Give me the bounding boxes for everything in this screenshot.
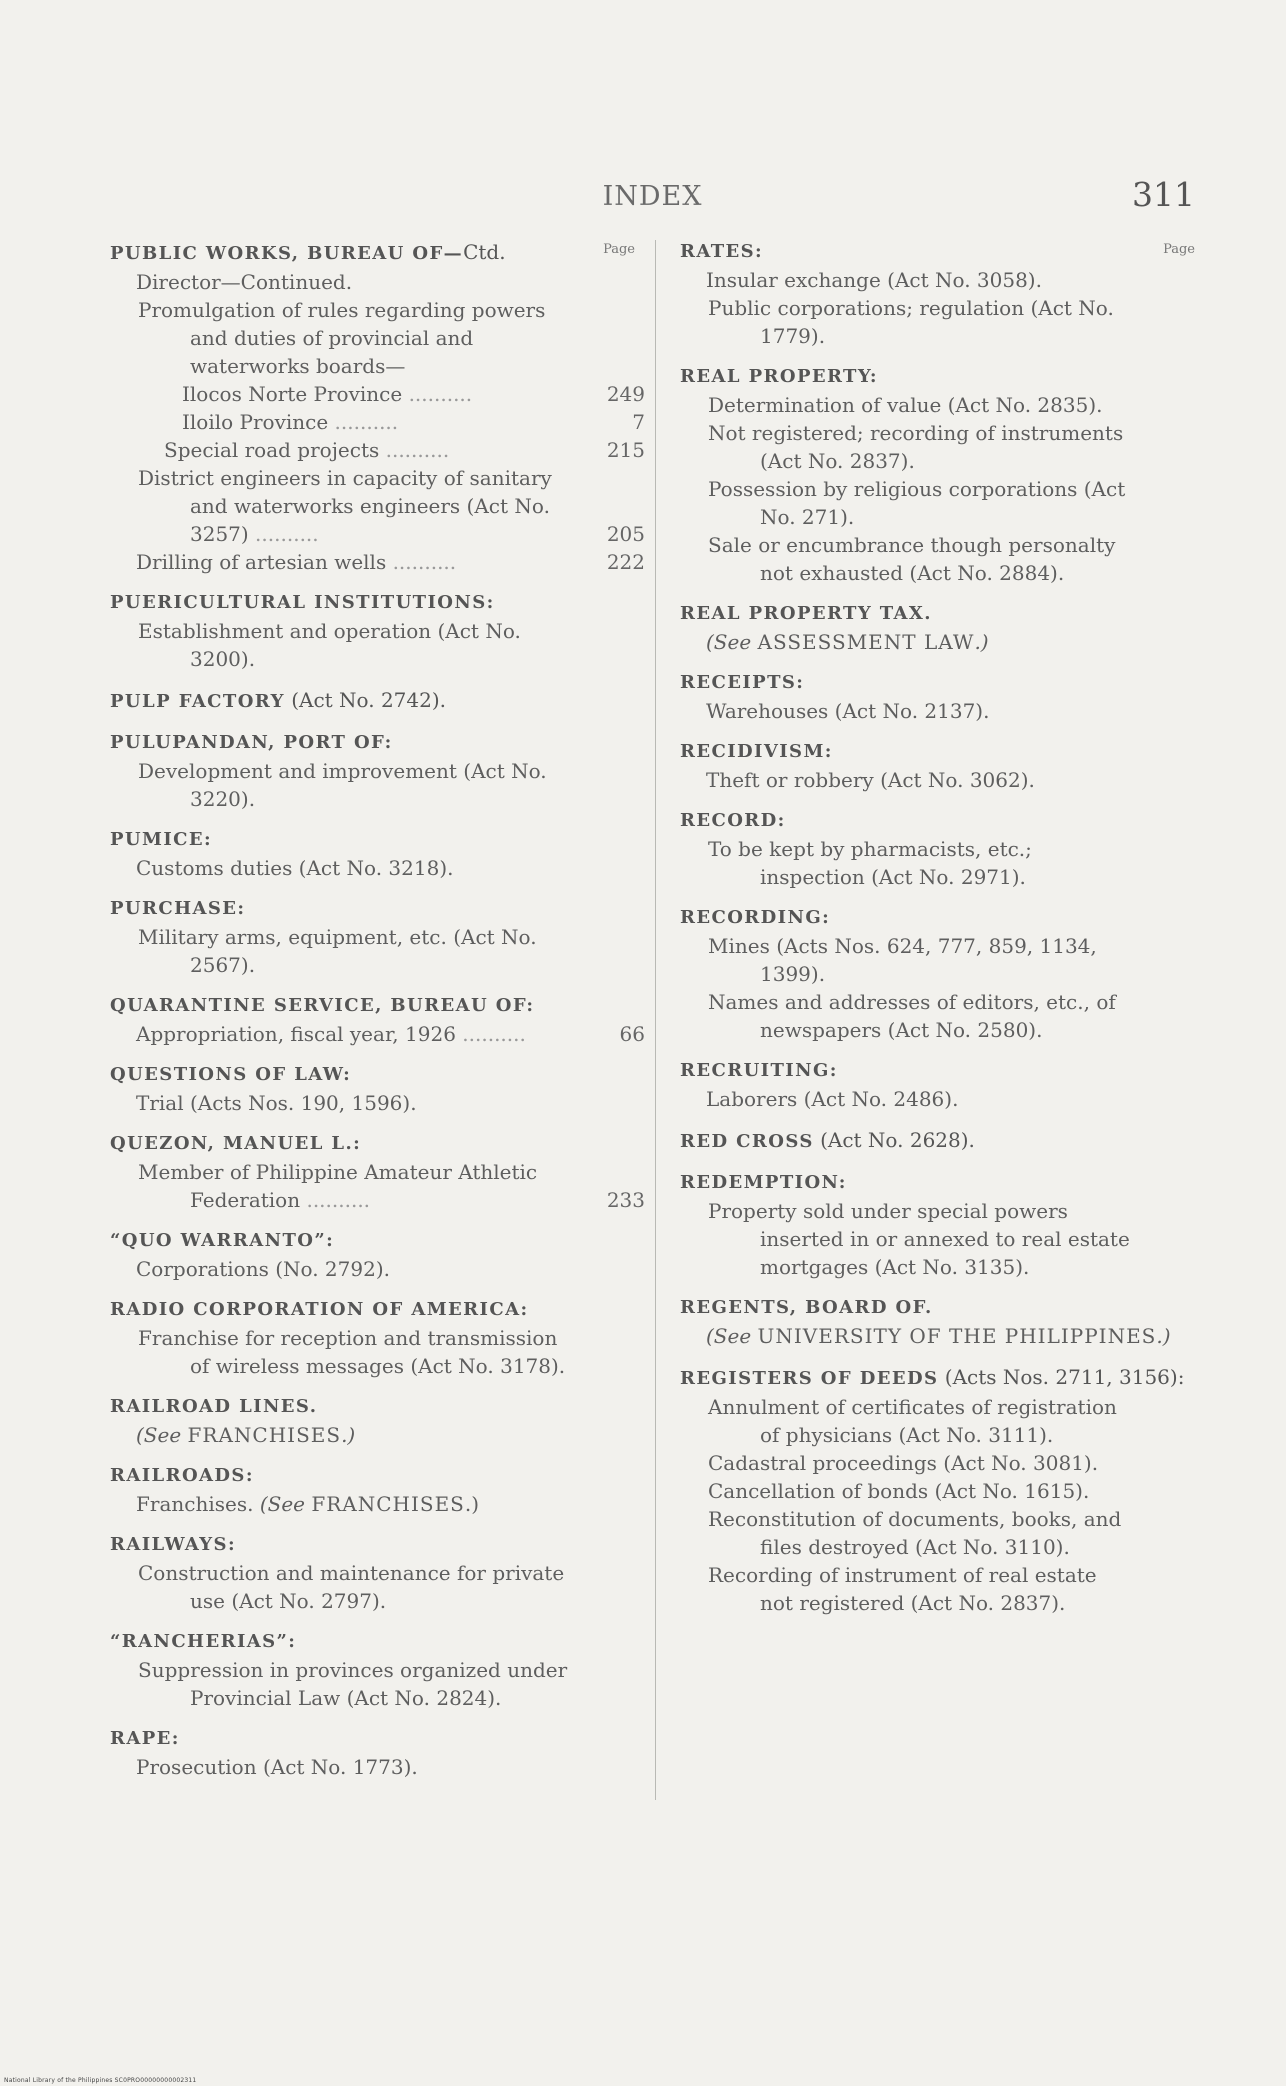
index-subentry (110, 1158, 645, 1214)
index-heading (680, 600, 1195, 628)
index-subentry (680, 391, 1195, 419)
see-suffix: .) (974, 630, 989, 654)
subentry-text: Possession by religious corporations (Act No. 271). (708, 477, 1126, 529)
index-subentry (680, 1505, 1195, 1561)
subentry-text: Laborers (Act No. 2486). (706, 1087, 959, 1111)
index-heading-text: REDEMPTION: (680, 1172, 847, 1193)
index-column-left (110, 238, 645, 1781)
index-heading-text: REGENTS, BOARD OF. (680, 1297, 933, 1318)
dot-leader: .......... (248, 522, 319, 546)
subentry-text: Franchise for reception and transmission of wireless messages (Act No. 3178). (138, 1326, 566, 1378)
index-heading-text: RAILROADS: (110, 1465, 254, 1486)
subentry-text: Corporations (No. 2792). (136, 1257, 390, 1281)
subentry-text: Customs duties (Act No. 3218). (136, 856, 454, 880)
index-heading-text: QUARANTINE SERVICE, BUREAU OF: (110, 995, 535, 1016)
index-heading (680, 1363, 1195, 1393)
page-reference: 215 (606, 438, 645, 462)
subentry-text: Establishment and operation (Act No. 3200). (138, 619, 521, 671)
index-heading-text: RECIDIVISM: (680, 741, 833, 762)
index-subentry (110, 1020, 645, 1048)
index-heading-text: RAPE: (110, 1728, 180, 1749)
index-subentry (110, 617, 645, 673)
index-heading-text: QUESTIONS OF LAW: (110, 1064, 352, 1085)
index-heading-text: QUEZON, MANUEL L.: (110, 1133, 362, 1154)
see-target: FRANCHISES (311, 1492, 465, 1516)
index-heading-text: PUBLIC WORKS, BUREAU OF— (110, 243, 464, 264)
index-heading-tail: (Act No. 2742). (284, 688, 447, 712)
subentry-text: Not registered; recording of instruments (Act No. 2837). (708, 421, 1124, 473)
index-heading (680, 1294, 1195, 1322)
subentry-text: Determination of value (Act No. 2835). (708, 393, 1103, 417)
index-heading (680, 1169, 1195, 1197)
subentry-text: Cadastral proceedings (Act No. 3081). (708, 1451, 1099, 1475)
index-subentry (680, 266, 1195, 294)
subentry-text: Construction and maintenance for private use (Act No. 2797). (138, 1561, 565, 1613)
index-subentry (680, 1561, 1195, 1617)
see-suffix: .) (1156, 1324, 1171, 1348)
cross-reference (110, 1421, 645, 1449)
index-heading-text: PURCHASE: (110, 898, 246, 919)
cross-reference (680, 1322, 1195, 1350)
index-heading-text: RECORD: (680, 810, 786, 831)
subentry-text: Sale or encumbrance though personalty not exhausted (Act No. 2884). (708, 533, 1116, 585)
index-heading-tail: (Acts Nos. 2711, 3156): (938, 1365, 1185, 1389)
index-heading-text: “RANCHERIAS”: (110, 1631, 297, 1652)
index-heading (680, 807, 1195, 835)
column-divider (655, 240, 656, 1800)
index-heading-text: PULUPANDAN, PORT OF: (110, 732, 393, 753)
page-number: 311 (1132, 175, 1195, 214)
index-subentry (680, 419, 1195, 475)
subentry-text: Public corporations; regulation (Act No. 1779). (708, 296, 1114, 348)
subentry-text: Military arms, equipment, etc. (Act No. 2567). (138, 925, 537, 977)
index-subentry (110, 548, 645, 576)
index-subentry (680, 835, 1195, 891)
see-suffix: .) (341, 1423, 356, 1447)
index-heading (110, 1296, 645, 1324)
index-subentry (110, 464, 645, 548)
subentry-text: Suppression in provinces organized under Provincial Law (Act No. 2824). (138, 1658, 568, 1710)
index-subentry (110, 854, 645, 882)
page-header (110, 175, 1195, 225)
index-heading (110, 1227, 645, 1255)
see-target: FRANCHISES (187, 1423, 342, 1447)
dot-leader: .......... (455, 1022, 526, 1046)
index-heading (110, 589, 645, 617)
index-heading (110, 1130, 645, 1158)
page-reference: 233 (606, 1188, 645, 1212)
index-heading-text: REGISTERS OF DEEDS (680, 1368, 939, 1389)
index-subentry (680, 1393, 1195, 1449)
index-heading (680, 1126, 1195, 1156)
subentry-text: Annulment of certificates of registration of physicians (Act No. 3111). (708, 1395, 1117, 1447)
subentry-text: Property sold under special powers inserted in or annexed to real estate mortgages (Act No. 3135). (708, 1199, 1130, 1279)
index-subentry (110, 296, 645, 380)
index-subentry (680, 1477, 1195, 1505)
index-heading (110, 895, 645, 923)
page-reference: 222 (606, 550, 645, 574)
see-prefix: (See (706, 630, 758, 654)
page-reference: 7 (632, 410, 645, 434)
index-heading (680, 238, 1195, 266)
index-subentry (680, 988, 1195, 1044)
index-heading (110, 686, 645, 716)
index-heading-text: RECEIPTS: (680, 672, 805, 693)
index-heading (680, 363, 1195, 391)
index-column-right (680, 238, 1195, 1617)
index-subentry (110, 1490, 645, 1518)
index-subentry (110, 408, 645, 436)
subentry-text: Member of Philippine Amateur Athletic Federation (138, 1160, 538, 1212)
index-subentry (680, 932, 1195, 988)
index-heading-tail: Ctd. (463, 240, 506, 264)
index-subentry (110, 1559, 645, 1615)
index-subentry (680, 1197, 1195, 1281)
see-target: UNIVERSITY OF THE PHILIPPINES (757, 1324, 1157, 1348)
subentry-text: Appropriation, fiscal year, 1926 (136, 1022, 456, 1046)
index-subentry (110, 436, 645, 464)
index-heading-text: “QUO WARRANTO”: (110, 1230, 335, 1251)
index-heading (680, 738, 1195, 766)
subentry-text: Special road projects (164, 438, 380, 462)
see-suffix: .) (464, 1492, 480, 1516)
index-heading (110, 992, 645, 1020)
index-heading-text: REAL PROPERTY: (680, 366, 878, 387)
subentry-text: Cancellation of bonds (Act No. 1615). (708, 1479, 1090, 1503)
subentry-text: To be kept by pharmacists, etc.; inspection (Act No. 2971). (708, 837, 1032, 889)
subentry-text: Director—Continued. (136, 270, 353, 294)
index-heading (110, 1725, 645, 1753)
subentry-text: Ilocos Norte Province (182, 382, 403, 406)
index-heading (680, 904, 1195, 932)
subentry-text: Promulgation of rules regarding powers and duties of provincial and waterworks boards— (138, 298, 546, 378)
dot-leader: .......... (386, 550, 457, 574)
page-reference: 249 (606, 382, 645, 406)
index-heading-text: PUERICULTURAL INSTITUTIONS: (110, 592, 495, 613)
index-heading-text: RATES: (680, 241, 764, 262)
subentry-text: Reconstitution of documents, books, and files destroyed (Act No. 3110). (708, 1507, 1122, 1559)
subentry-text: Drilling of artesian wells (136, 550, 387, 574)
index-subentry (680, 1085, 1195, 1113)
subentry-text: Recording of instrument of real estate not registered (Act No. 2837). (708, 1563, 1097, 1615)
index-subentry (680, 766, 1195, 794)
index-heading (110, 238, 645, 268)
index-subentry (110, 268, 645, 296)
index-subentry (110, 757, 645, 813)
index-heading (110, 1628, 645, 1656)
footer-credit: National Library of the Philippines SC0PRO00000000002311 (4, 2077, 197, 2084)
index-heading-text: PUMICE: (110, 829, 213, 850)
subentry-text: Iloilo Province (182, 410, 329, 434)
subentry-text: Franchises. (136, 1492, 260, 1516)
subentry-text: Theft or robbery (Act No. 3062). (706, 768, 1035, 792)
subentry-text: Mines (Acts Nos. 624, 777, 859, 1134, 1399). (708, 934, 1097, 986)
index-subentry (680, 697, 1195, 725)
index-heading-text: REAL PROPERTY TAX. (680, 603, 932, 624)
page-column-label: Page (1163, 242, 1195, 257)
index-heading-text: RAILWAYS: (110, 1534, 237, 1555)
index-subentry (110, 380, 645, 408)
index-heading-text: PULP FACTORY (110, 691, 285, 712)
see-prefix: (See (706, 1324, 758, 1348)
index-subentry (110, 1656, 645, 1712)
index-subentry (110, 1089, 645, 1117)
subentry-text: Prosecution (Act No. 1773). (136, 1755, 418, 1779)
index-heading (110, 826, 645, 854)
subentry-text: Development and improvement (Act No. 3220). (138, 759, 547, 811)
index-heading-text: RECRUITING: (680, 1060, 838, 1081)
dot-leader: .......... (328, 410, 399, 434)
subentry-text: Insular exchange (Act No. 3058). (706, 268, 1042, 292)
dot-leader: .......... (300, 1188, 371, 1212)
index-subentry (110, 1255, 645, 1283)
index-heading (110, 1393, 645, 1421)
subentry-text: District engineers in capacity of sanitary and waterworks engineers (Act No. 3257) (138, 466, 552, 546)
index-subentry (680, 294, 1195, 350)
index-subentry (110, 923, 645, 979)
subentry-text: Names and addresses of editors, etc., of newspapers (Act No. 2580). (708, 990, 1116, 1042)
running-title: INDEX (602, 181, 703, 212)
index-heading-tail: (Act No. 2628). (813, 1128, 975, 1152)
index-subentry (110, 1324, 645, 1380)
index-heading (680, 1057, 1195, 1085)
dot-leader: .......... (379, 438, 450, 462)
index-heading-text: RADIO CORPORATION OF AMERICA: (110, 1299, 529, 1320)
index-heading (110, 1462, 645, 1490)
index-subentry (680, 531, 1195, 587)
index-heading (110, 1531, 645, 1559)
index-heading-text: RAILROAD LINES. (110, 1396, 318, 1417)
subentry-text: Trial (Acts Nos. 190, 1596). (136, 1091, 417, 1115)
page-column-label: Page (603, 242, 635, 257)
index-subentry (680, 475, 1195, 531)
index-subentry (110, 1753, 645, 1781)
page-reference: 66 (619, 1022, 645, 1046)
cross-reference (680, 628, 1195, 656)
index-heading-text: RECORDING: (680, 907, 831, 928)
index-subentry (680, 1449, 1195, 1477)
index-heading-text: RED CROSS (680, 1131, 814, 1152)
index-heading (680, 669, 1195, 697)
index-heading (110, 729, 645, 757)
see-prefix: (See (136, 1423, 188, 1447)
dot-leader: .......... (402, 382, 473, 406)
see-prefix: (See (259, 1492, 312, 1516)
subentry-text: Warehouses (Act No. 2137). (706, 699, 990, 723)
index-heading (110, 1061, 645, 1089)
see-target: ASSESSMENT LAW (757, 630, 975, 654)
page-reference: 205 (606, 522, 645, 546)
